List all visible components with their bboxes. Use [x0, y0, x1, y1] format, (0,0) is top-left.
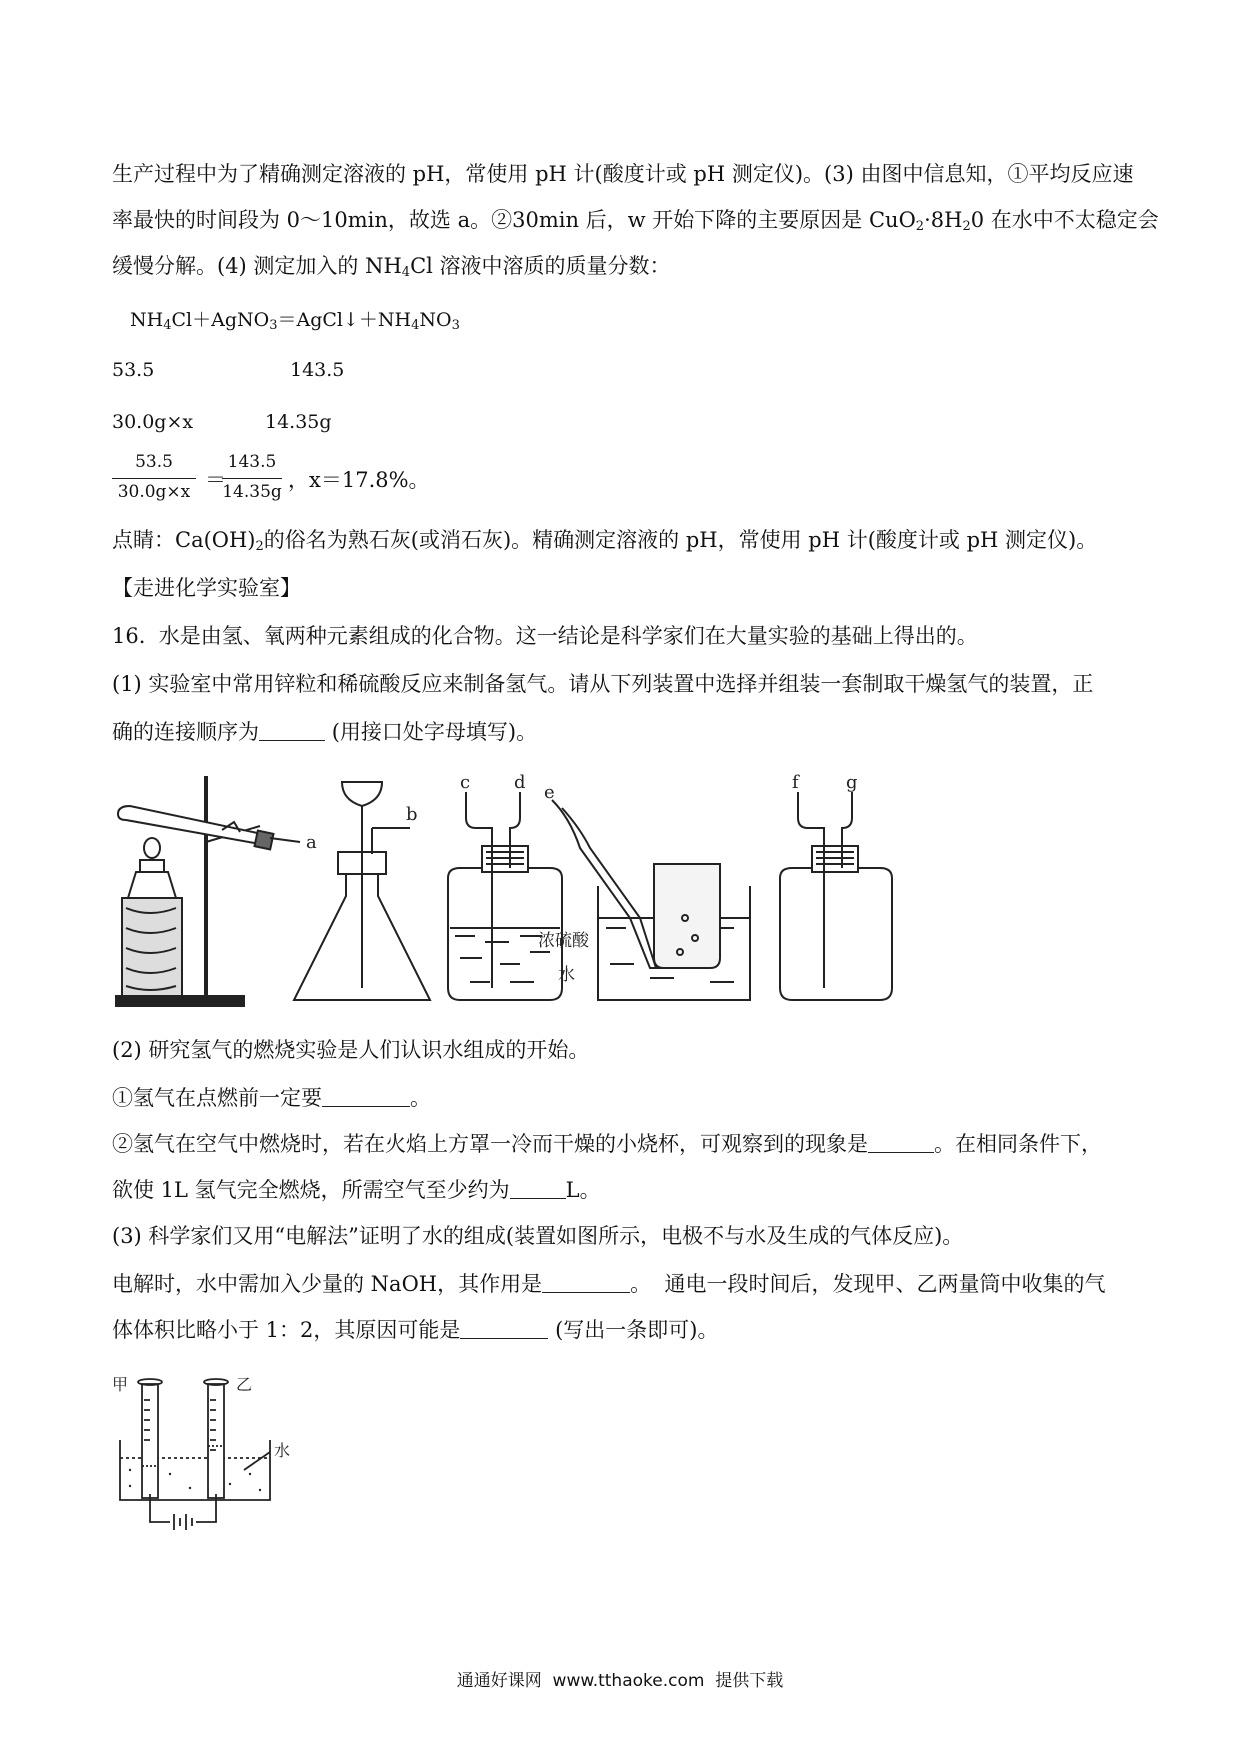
q16-part2-q1: ①氢气在点燃前一定要 。 — [112, 1086, 431, 1110]
q16-part2-title: (2) 研究氢气的燃烧实验是人们认识水组成的开始。 — [112, 1038, 590, 1062]
given-mass-nh4cl: 30.0g×x — [112, 411, 194, 433]
molar-mass-nh4cl: 53.5 — [112, 359, 155, 381]
label-conc-sulfuric-acid: 浓硫酸 — [538, 931, 589, 951]
molar-mass-agcl: 143.5 — [290, 359, 345, 381]
label-d: d — [514, 772, 526, 793]
answer-blank-before-ignition[interactable] — [322, 1086, 410, 1107]
label-cylinder-yi: 乙 — [236, 1375, 253, 1394]
label-a: a — [306, 832, 317, 853]
answer-blank-air-volume[interactable] — [510, 1178, 566, 1199]
para1-line3: 缓慢分解。(4) 测定加入的 $NH_4Cl$ 溶液中溶质的质量分数： — [112, 254, 671, 280]
fraction-result: ，x＝17.8%。 — [288, 468, 430, 492]
note-line: 点睛：$Ca(OH)_2$的俗名为熟石灰(或消石灰)。精确测定溶液的 pH，常使用 pH 计(酸度计或 pH 测定仪)。 — [112, 528, 1098, 554]
label-f: f — [792, 772, 799, 793]
label-g: g — [846, 772, 858, 793]
apparatus-a-heating-setup — [116, 776, 300, 1006]
label-cylinder-jia: 甲 — [112, 1375, 129, 1394]
answer-blank-naoh-role[interactable] — [542, 1272, 630, 1293]
q16-intro: 16. 水是由氢、氧两种元素组成的化合物。这一结论是科学家们在大量实验的基础上得出的。 — [112, 624, 978, 648]
reaction-equation: $NH_4Cl+AgNO_3=AgCl↓+NH_4NO_3$ — [130, 309, 460, 333]
apparatus-figure — [110, 768, 940, 1018]
q16-part2-q2: ②氢气在空气中燃烧时，若在火焰上方罩一冷而干燥的小烧杯，可观察到的现象是 。在相同条件下， — [112, 1132, 1102, 1156]
apparatus-d-water-collection — [552, 800, 750, 1000]
given-mass-agcl: 14.35g — [265, 411, 332, 433]
electrolysis-figure — [110, 1370, 310, 1540]
apparatus-e-empty-bottle — [780, 792, 892, 1000]
label-c: c — [460, 772, 471, 793]
q16-part3-line3: 体体积比略小于 1：2，其原因可能是 (写出一条即可)。 — [112, 1318, 719, 1342]
q16-part1-line1: (1) 实验室中常用锌粒和稀硫酸反应来制备氢气。请从下列装置中选择并组装一套制取干燥氢气的装置，正 — [112, 672, 1094, 696]
para1-line2: 率最快的时间段为 0～10min，故选 a。②30min 后，w 开始下降的主要原因是 $CuO_2\cdot 8H_20$ 在水中不太稳定会 — [112, 208, 1159, 234]
q16-part1-line2: 确的连接顺序为 (用接口处字母填写)。 — [112, 720, 538, 744]
label-water-trough: 水 — [558, 965, 575, 985]
q16-part3-line1: (3) 科学家们又用“电解法”证明了水的组成(装置如图所示，电极不与水及生成的气体反应)。 — [112, 1224, 964, 1248]
document-page: 生产过程中为了精确测定溶液的 pH，常使用 pH 计(酸度计或 pH 测定仪)。(3) 由图中信息知，①平均反应速 率最快的时间段为 0～10min，故选 a。②30min 后，w 开始下降的主要原因是 $CuO_2\cdot 8H_20$ 在水中不太稳定会 缓慢分解。(4) 测定加入的 $NH_4Cl$ 溶液中溶质的质量分数： $NH_4Cl+AgNO_3=AgCl↓+NH_4NO_3$ 53.5 143.5 30.0g×x 14.35g 53.5 30.0g×x ＝ 143.5 14.35g ，x＝17.8%。 点睛：$Ca(OH)_2$的俗名为熟石灰(或消石灰)。精确测定溶液的 pH，常使用 pH 计(酸度计或 pH 测定仪)。 【走进化学实验室】 16. 水是由氢、氧两种元素组成的化合物。这一结论是科学家们在大量实验的基础上得出的。 (1) 实验室中常用锌粒和稀硫酸反应来制备氢气。请从下列装置中选择并组装一套制取干燥氢气的装置，正 确的连接顺序为 (用接口处字母填写)。 a b c d e f g 浓硫酸 水 (2) 研究氢气的燃烧实验是人们认识水组成的开始。 ①氢气在点燃前一定要 。 ②氢气在空气中燃烧时，若在火焰上方罩一冷而干燥的小烧杯，可观察到的现象是 。在相同条件下， 欲使 1L 氢气完全燃烧，所需空气至少约为 L。 (3) 科学家们又用“电解法”证明了水的组成(装置如图所示，电极不与水及生成的气体反应)。 电解时，水中需加入少量的 NaOH，其作用是 。 通电一段时间后，发现甲、乙两量筒中收集的气 体体积比略小于 1：2，其原因可能是 (写出一条即可)。 甲 乙 水 通通好课网 www.tthaoke.com 提供下载 — [0, 0, 1240, 1754]
answer-blank-reason[interactable] — [460, 1318, 548, 1339]
para1-line1: 生产过程中为了精确测定溶液的 pH，常使用 pH 计(酸度计或 pH 测定仪)。(3) 由图中信息知，①平均反应速 — [112, 162, 1134, 186]
apparatus-c-drying-bottle — [448, 792, 562, 1000]
page-footer: 通通好课网 www.tthaoke.com 提供下载 — [456, 1671, 784, 1691]
q16-part2-q3: 欲使 1L 氢气完全燃烧，所需空气至少约为 L。 — [112, 1178, 601, 1202]
label-e: e — [544, 782, 555, 803]
label-electrolysis-water: 水 — [274, 1441, 291, 1460]
label-b: b — [406, 804, 418, 825]
fraction-equals: ＝ — [205, 468, 226, 492]
section-title: 【走进化学实验室】 — [112, 576, 301, 600]
answer-blank-phenomenon[interactable] — [868, 1132, 934, 1153]
q16-part3-line2: 电解时，水中需加入少量的 NaOH，其作用是 。 通电一段时间后，发现甲、乙两量筒中收集的气 — [112, 1272, 1106, 1296]
answer-blank-connection-order[interactable] — [259, 720, 325, 741]
